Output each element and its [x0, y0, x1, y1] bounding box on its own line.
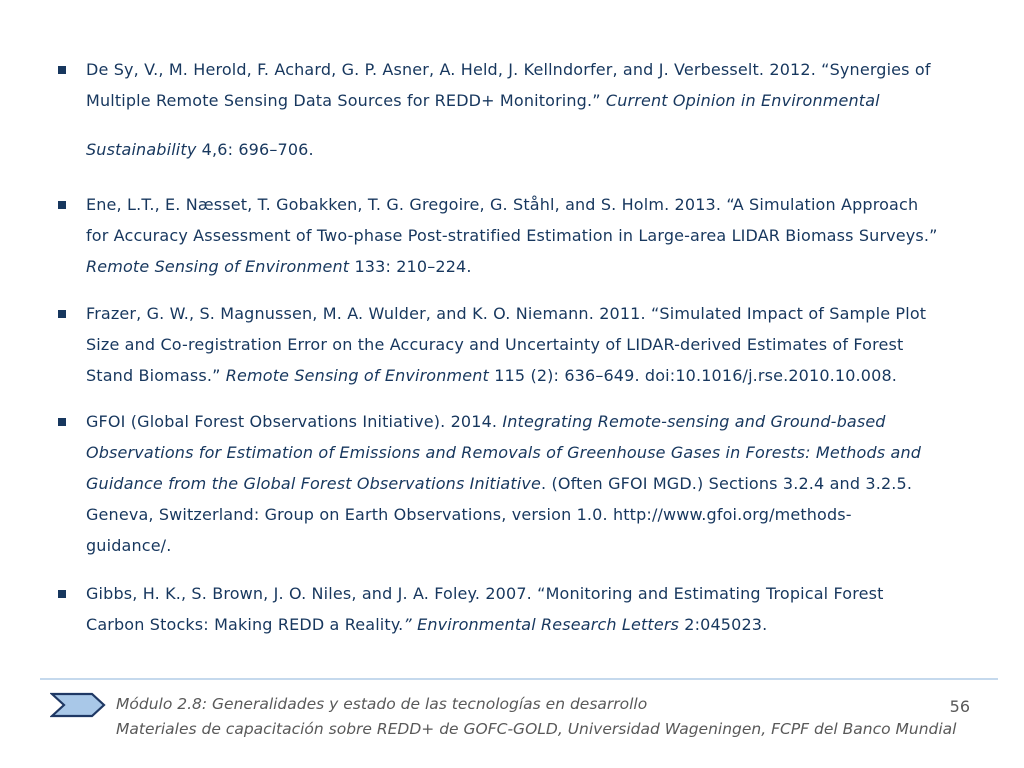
reference-line — [86, 304, 926, 324]
reference-line — [86, 505, 852, 525]
square-bullet-icon — [58, 201, 66, 209]
reference-text: Carbon Stocks: Making REDD a Reality. — [86, 615, 404, 634]
footer-divider — [40, 678, 998, 680]
square-bullet-icon — [58, 310, 66, 318]
reference-text: Stand Biomass.” — [86, 366, 226, 385]
reference-line — [86, 91, 880, 111]
reference-text: 2:045023. — [679, 615, 768, 634]
reference-text: . (Often GFOI MGD.) Sections 3.2.4 and 3.2.5. — [541, 474, 913, 493]
reference-line — [86, 257, 472, 277]
reference-line — [86, 443, 921, 463]
page-number: 56 — [949, 697, 970, 716]
reference-line — [86, 366, 897, 386]
reference-text: 115 (2): 636–649. doi:10.1016/j.rse.2010.10.008. — [488, 366, 898, 385]
reference-line — [86, 140, 314, 160]
reference-italic-text: Remote Sensing of Environment — [225, 366, 489, 385]
reference-text: 133: 210–224. — [349, 257, 472, 276]
module-title: Módulo 2.8: Generalidades y estado de las tecnologías en desarrollo — [116, 695, 648, 713]
reference-italic-text: Integrating Remote-sensing and Ground-based — [502, 412, 886, 431]
reference-text: for Accuracy Assessment of Two-phase Post-stratified Estimation in Large-area LIDAR Biomass Surveys.” — [86, 226, 938, 245]
reference-text: Gibbs, H. K., S. Brown, J. O. Niles, and J. A. Foley. 2007. “Monitoring and Estimating Tropical Forest — [86, 584, 884, 603]
square-bullet-icon — [58, 418, 66, 426]
reference-line — [86, 615, 767, 635]
reference-line — [86, 474, 912, 494]
square-bullet-icon — [58, 590, 66, 598]
reference-text: Multiple Remote Sensing Data Sources for REDD+ Monitoring.” — [86, 91, 606, 110]
reference-line — [86, 335, 903, 355]
materials-credit: Materiales de capacitación sobre REDD+ de GOFC-GOLD, Universidad Wageningen, FCPF del Banco Mundial — [116, 720, 957, 738]
reference-line — [86, 195, 918, 215]
square-bullet-icon — [58, 66, 66, 74]
reference-line — [86, 536, 171, 556]
reference-italic-text: ” Environmental Research Letters — [403, 615, 680, 634]
reference-italic-text: Guidance from the Global Forest Observations Initiative — [86, 474, 542, 493]
reference-text: Geneva, Switzerland: Group on Earth Observations, version 1.0. http://www.gfoi.org/methods- — [86, 505, 852, 524]
reference-text: De Sy, V., M. Herold, F. Achard, G. P. Asner, A. Held, J. Kellndorfer, and J. Verbesselt. 2012. “Synergies of — [86, 60, 931, 79]
reference-line — [86, 60, 931, 80]
reference-line — [86, 226, 938, 246]
reference-italic-text: Observations for Estimation of Emissions and Removals of Greenhouse Gases in Forests: Methods and — [86, 443, 922, 462]
reference-italic-text: Remote Sensing of Environment — [86, 257, 350, 276]
reference-italic-text: Sustainability — [86, 140, 197, 159]
reference-line — [86, 412, 886, 432]
reference-line — [86, 584, 884, 604]
reference-text: 4,6: 696–706. — [196, 140, 314, 159]
reference-text: guidance/. — [86, 536, 172, 555]
reference-text: GFOI (Global Forest Observations Initiative). 2014. — [86, 412, 503, 431]
chevron-icon — [50, 692, 106, 718]
reference-text: Ene, L.T., E. Næsset, T. Gobakken, T. G. Gregoire, G. Ståhl, and S. Holm. 2013. “A Simulation Approach — [86, 195, 919, 214]
reference-italic-text: Current Opinion in Environmental — [605, 91, 880, 110]
reference-text: Frazer, G. W., S. Magnussen, M. A. Wulder, and K. O. Niemann. 2011. “Simulated Impact of Sample Plot — [86, 304, 927, 323]
reference-text: Size and Co-registration Error on the Accuracy and Uncertainty of LIDAR-derived Estimates of Forest — [86, 335, 904, 354]
